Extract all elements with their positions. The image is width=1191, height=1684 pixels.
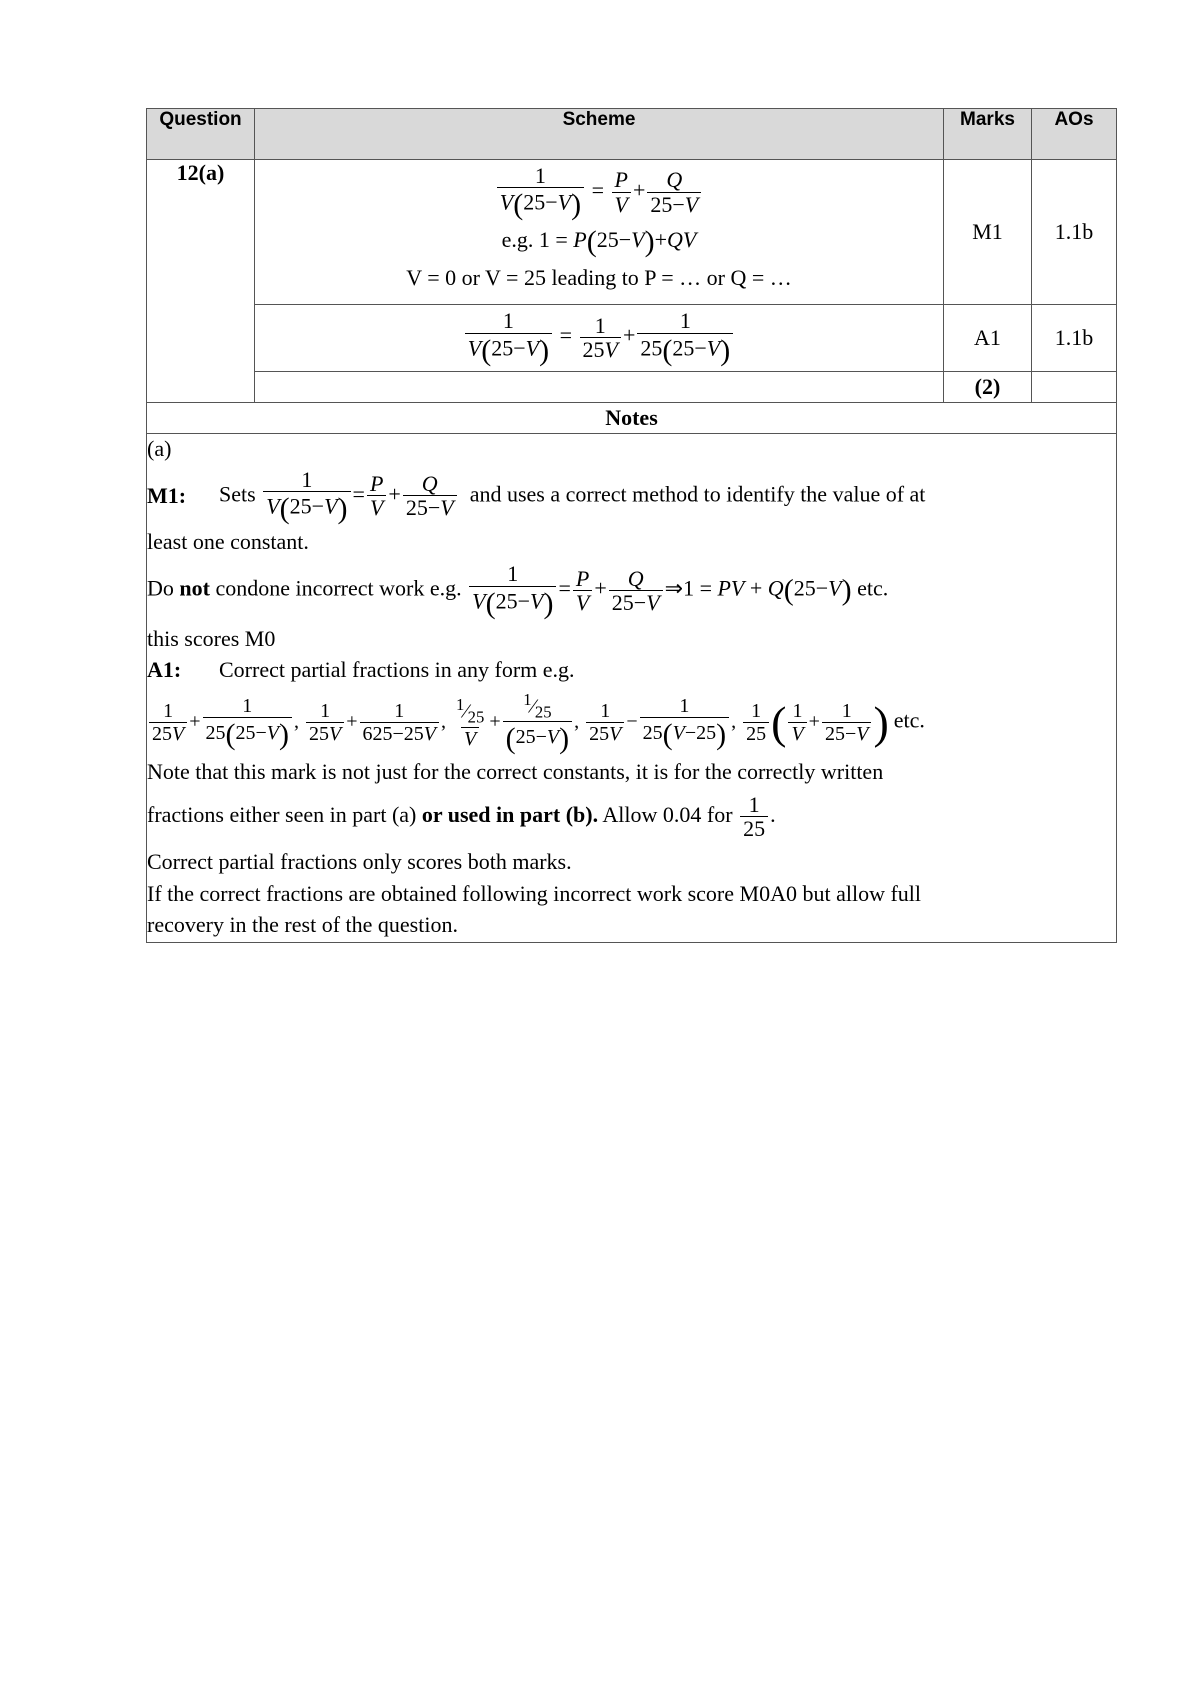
a1-mark: A1 <box>944 305 1032 372</box>
scheme-row-a1 <box>147 305 1117 372</box>
a1-note-text: Correct partial fractions in any form e.g. <box>219 657 575 683</box>
m1-sets-text: Sets <box>219 481 256 507</box>
m1-cont-text: least one constant. <box>147 528 309 554</box>
m1-ao: 1.1b <box>1032 160 1117 305</box>
notes-row <box>147 434 1117 943</box>
total-ao <box>1032 372 1117 403</box>
m1-mark: M1 <box>944 160 1032 305</box>
note-line-4: If the correct fractions are obtained following incorrect work score M0A0 but allow full <box>147 880 922 906</box>
header-question: Question <box>147 109 255 160</box>
eg-label: e.g. <box>501 227 534 253</box>
notes-part: (a) <box>147 436 172 461</box>
a1-equation: $\frac{1}{V(25-V)}$ = $\frac{1}{25V}$ + $\frac{1}{25(25-V)}$ <box>255 309 943 366</box>
scheme-row-m1 <box>147 160 1117 305</box>
total-scheme-cell <box>255 372 944 403</box>
scheme-row-total <box>147 372 1117 403</box>
m1-equation: $\frac{1}{V(25-V)}$ = $\frac{P}{V}$ + $\frac{Q}{25-V}$ <box>255 164 943 221</box>
notes-title: Notes <box>147 403 1117 434</box>
m1-note: M1: Sets $\frac{1}{V(25-V)}$ = $\frac{P}{V}$ + $\frac{Q}{25-V}$ and uses a correct method to identify the value of at <box>147 466 926 525</box>
notes-title-row <box>147 403 1117 434</box>
header-aos: AOs <box>1032 109 1117 160</box>
a1-ao: 1.1b <box>1032 305 1117 372</box>
header-row <box>147 109 1117 160</box>
note-line-1: Note that this mark is not just for the correct constants, it is for the correctly written <box>147 759 884 785</box>
a1-example-fractions: $\frac{1}{25V}$ + $\frac{1}{25(25-V)}$ , $\frac{1}{25V}$ + $\frac{1}{625-25V}$ , $\frac{^1⁄_{25}}{V}$ + $\frac{^1⁄_{25}}{(25-V)}$ , $\frac{1}{25V}$ − $\frac{1}{25(V-25)}$ , $\frac{1}{25}$ ( $\frac{1}{V}$ + $\frac{1}{25-V}$ ) etc. <box>147 691 1116 755</box>
scores-m0-text: this scores M0 <box>147 625 276 651</box>
a1-scheme-cell <box>255 305 944 372</box>
m1-condition: V = 0 or V = 25 leading to P = … or Q = … <box>406 265 792 291</box>
notes-cell <box>147 434 1117 943</box>
note-line-3: Correct partial fractions only scores both marks. <box>147 849 572 875</box>
m1-scheme-cell <box>255 160 944 305</box>
m1-note-code: M1: <box>147 483 187 509</box>
m1-identity: e.g. 1 = P(25−V)+QV <box>501 225 697 259</box>
header-scheme: Scheme <box>255 109 944 160</box>
a1-note-code: A1: <box>147 657 182 683</box>
m1-after-text: and uses a correct method to identify the value of at <box>469 481 926 507</box>
a1-note <box>147 655 1116 685</box>
scheme-table <box>146 108 1117 943</box>
mark-scheme <box>146 108 1116 943</box>
note-line-5: recovery in the rest of the question. <box>147 912 458 938</box>
total-marks: (2) <box>944 372 1032 403</box>
question-number: 12(a) <box>147 160 255 403</box>
not-emphasis: not <box>179 576 210 602</box>
header-marks: Marks <box>944 109 1032 160</box>
note-line-2: fractions either seen in part (a) or used in part (b). Allow 0.04 for $\frac{1}{25}$ . <box>147 791 776 841</box>
condone-line: Do not condone incorrect work e.g. $\frac{1}{V(25-V)}$ = $\frac{P}{V}$ + $\frac{Q}{25-V}$ ⇒1 = PV + Q(25−V) etc. <box>147 561 889 620</box>
